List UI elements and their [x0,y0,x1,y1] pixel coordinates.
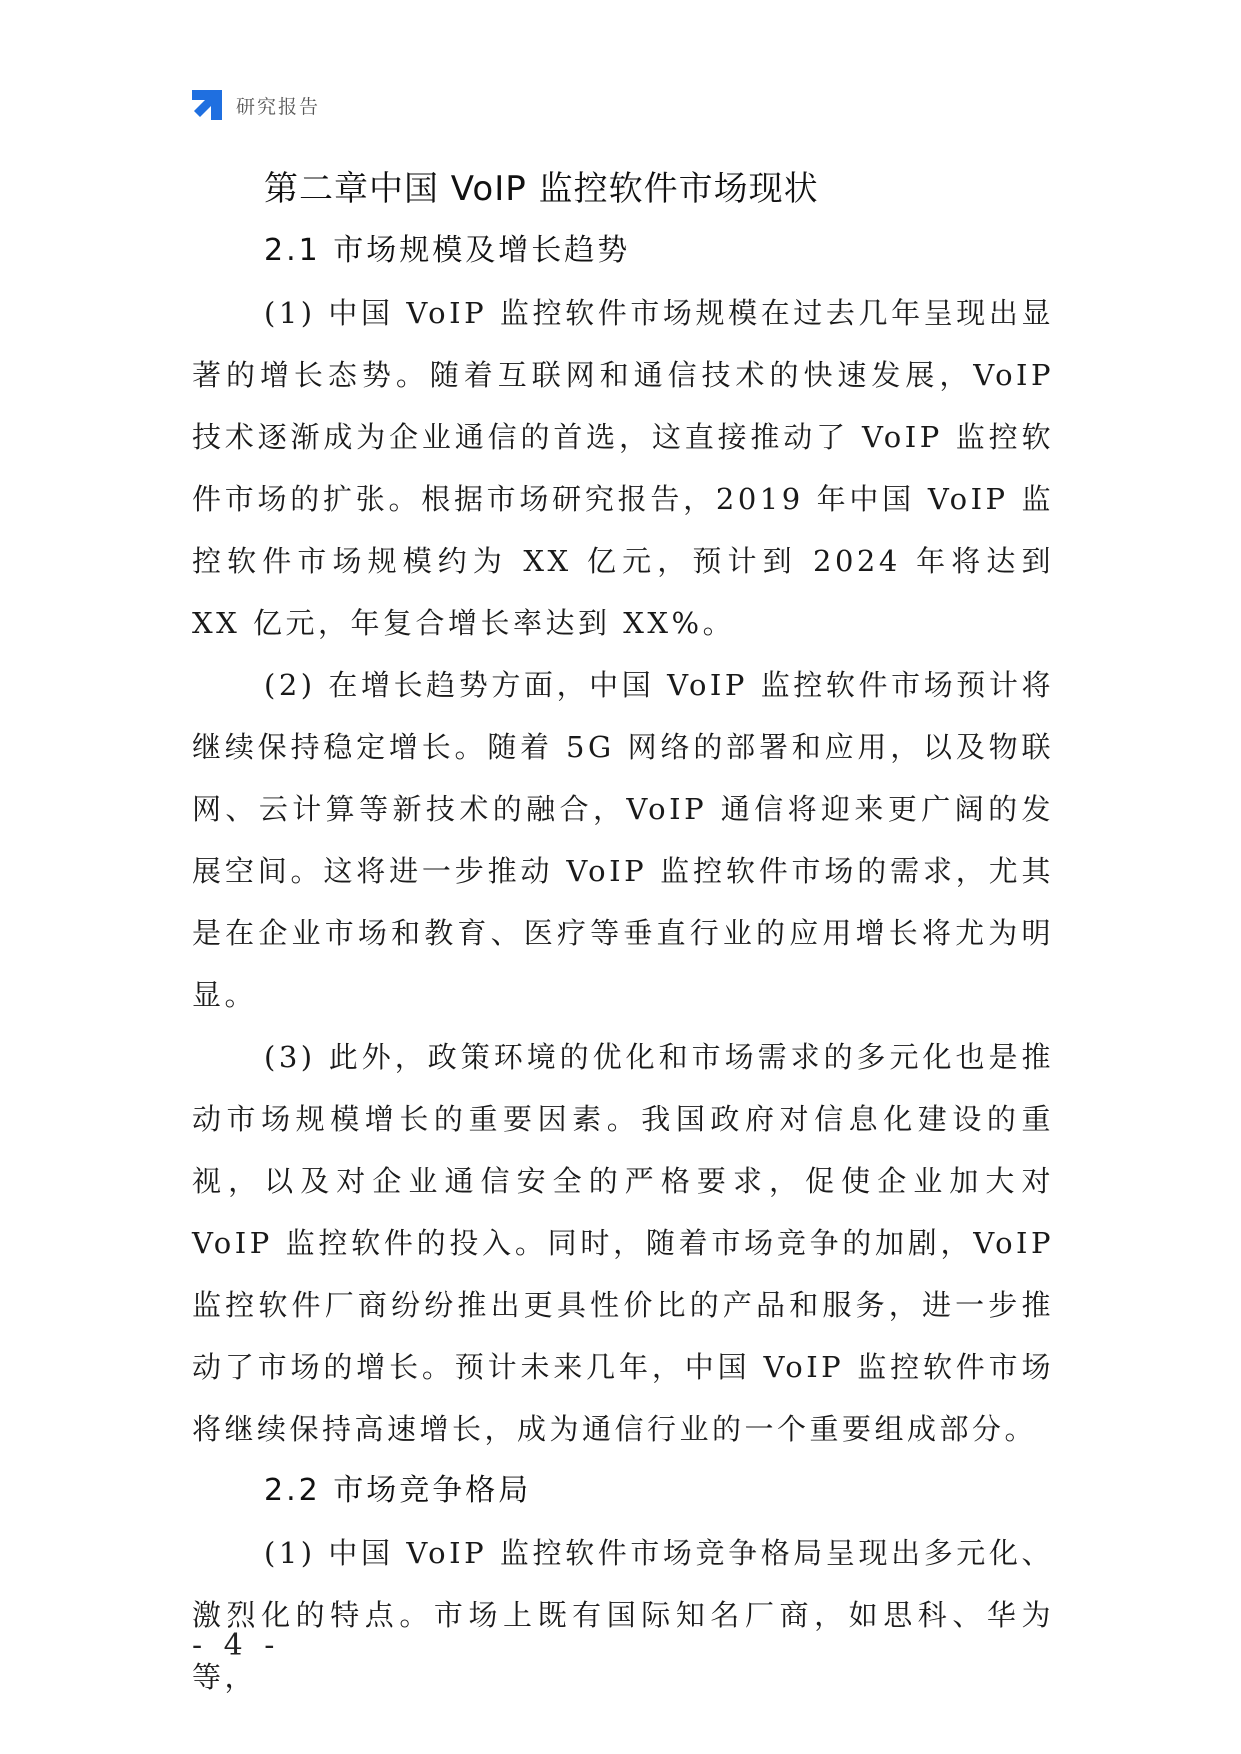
paragraph: (2) 在增长趋势方面，中国 VoIP 监控软件市场预计将继续保持稳定增长。随着 5G 网络的部署和应用，以及物联网、云计算等新技术的融合，VoIP 通信将迎来更广阔的发展空间。这将进一步推动 VoIP 监控软件市场的需求，尤其是在企业市场和教育、医疗等垂直行业的应用增长将尤为明显。 [192,668,1054,1012]
paragraph: (3) 此外，政策环境的优化和市场需求的多元化也是推动市场规模增长的重要因素。我国政府对信息化建设的重视，以及对企业通信安全的严格要求，促使企业加大对 VoIP 监控软件的投入。同时，随着市场竞争的加剧，VoIP 监控软件厂商纷纷推出更具性价比的产品和服务，进一步推动了市场的增长。预计未来几年，中国 VoIP 监控软件市场将继续保持高速增长，成为通信行业的一个重要组成部分。 [192,1040,1054,1446]
page-number: - 4 - [192,1628,281,1663]
report-label: 研究报告 [236,95,321,118]
paragraph: (1) 中国 VoIP 监控软件市场竞争格局呈现出多元化、激烈化的特点。市场上既有国际知名厂商，如思科、华为等， [192,1536,1054,1694]
page-header [190,88,320,122]
chapter-title: 第二章中国 VoIP 监控软件市场现状 [264,169,819,209]
document-body [192,158,1054,1708]
arrow-logo-icon [190,88,224,122]
section-title: 2.1 市场规模及增长趋势 [264,233,631,268]
paragraph: (1) 中国 VoIP 监控软件市场规模在过去几年呈现出显著的增长态势。随着互联网和通信技术的快速发展，VoIP 技术逐渐成为企业通信的首选，这直接推动了 VoIP 监控软件市场的扩张。根据市场研究报告，2019 年中国 VoIP 监控软件市场规模约为 XX 亿元，预计到 2024 年将达到 XX 亿元，年复合增长率达到 XX%。 [192,296,1054,640]
section-title: 2.2 市场竞争格局 [264,1473,532,1508]
